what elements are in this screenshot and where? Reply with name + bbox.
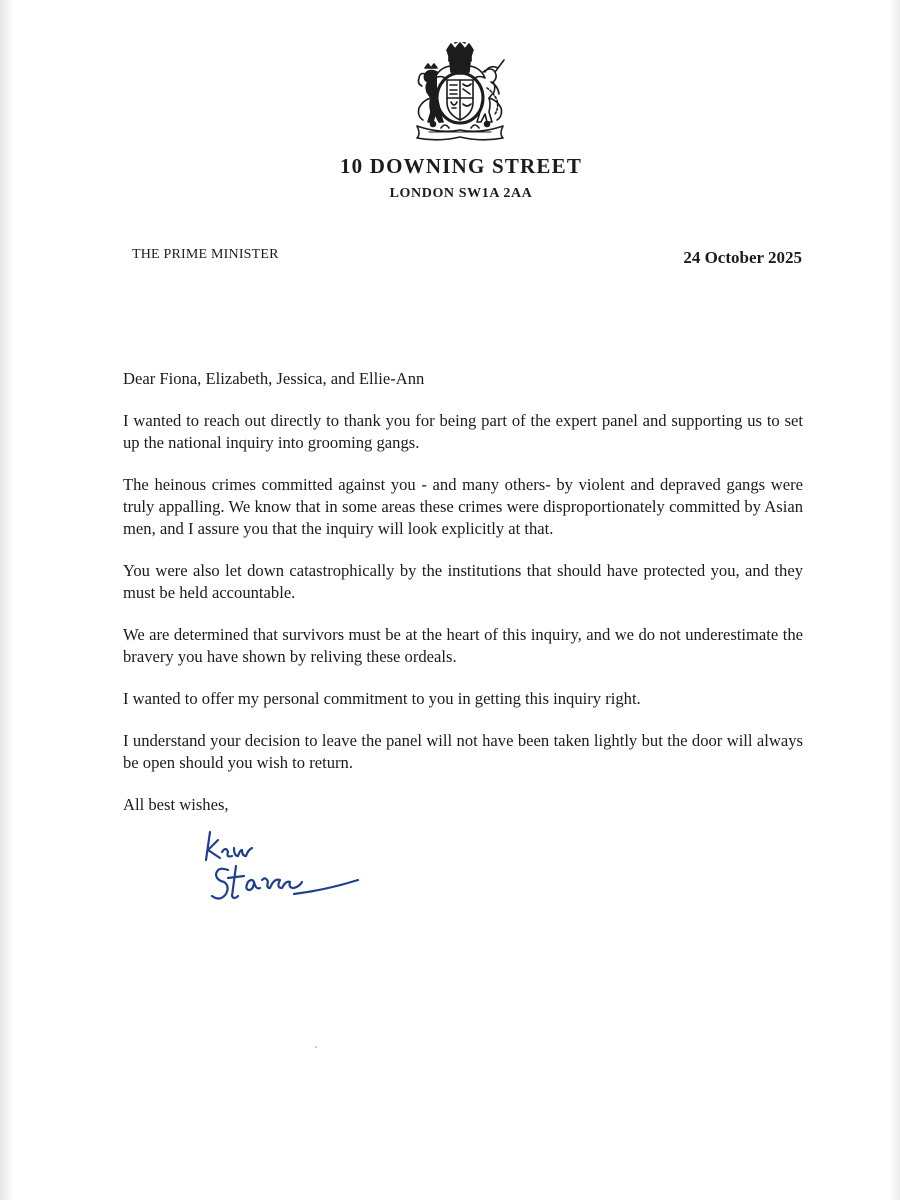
letterhead-address-line1: 10 DOWNING STREET [339, 154, 583, 178]
signoff: All best wishes, [123, 795, 229, 814]
paragraph: We are determined that survivors must be at the heart of this inquiry, and we do not underestimate the bravery you have shown by reliving these ordeals. [123, 625, 803, 666]
sender-title: THE PRIME MINISTER [132, 247, 279, 262]
royal-coat-of-arms-icon [395, 42, 525, 142]
page-edge-shadow-right [890, 0, 900, 1200]
paragraph: I wanted to offer my personal commitment to you in getting this inquiry right. [123, 689, 641, 708]
letter-date: 24 October 2025 [683, 248, 802, 267]
paragraph: The heinous crimes committed against you - and many others- by violent and depraved gangs were truly appalling. We know that in some areas these crimes were disproportionately committed by Asian men, and I assure you that the inquiry will look explicitly at that. [123, 475, 803, 538]
paper-speck [315, 1046, 317, 1048]
paragraph: You were also let down catastrophically by the institutions that should have protected you, and they must be held accountable. [123, 561, 803, 602]
handwritten-signature-icon [196, 826, 376, 916]
letterhead-address-line2: LONDON SW1A 2AA [389, 186, 533, 201]
paragraph: I understand your decision to leave the panel will not have been taken lightly but the door will always be open should you wish to return. [123, 731, 803, 772]
paragraph: I wanted to reach out directly to thank you for being part of the expert panel and supporting us to set up the national inquiry into grooming gangs. [123, 411, 803, 452]
page-edge-shadow-left [0, 0, 14, 1200]
salutation: Dear Fiona, Elizabeth, Jessica, and Ellie-Ann [123, 369, 425, 388]
letter-body [123, 368, 803, 836]
